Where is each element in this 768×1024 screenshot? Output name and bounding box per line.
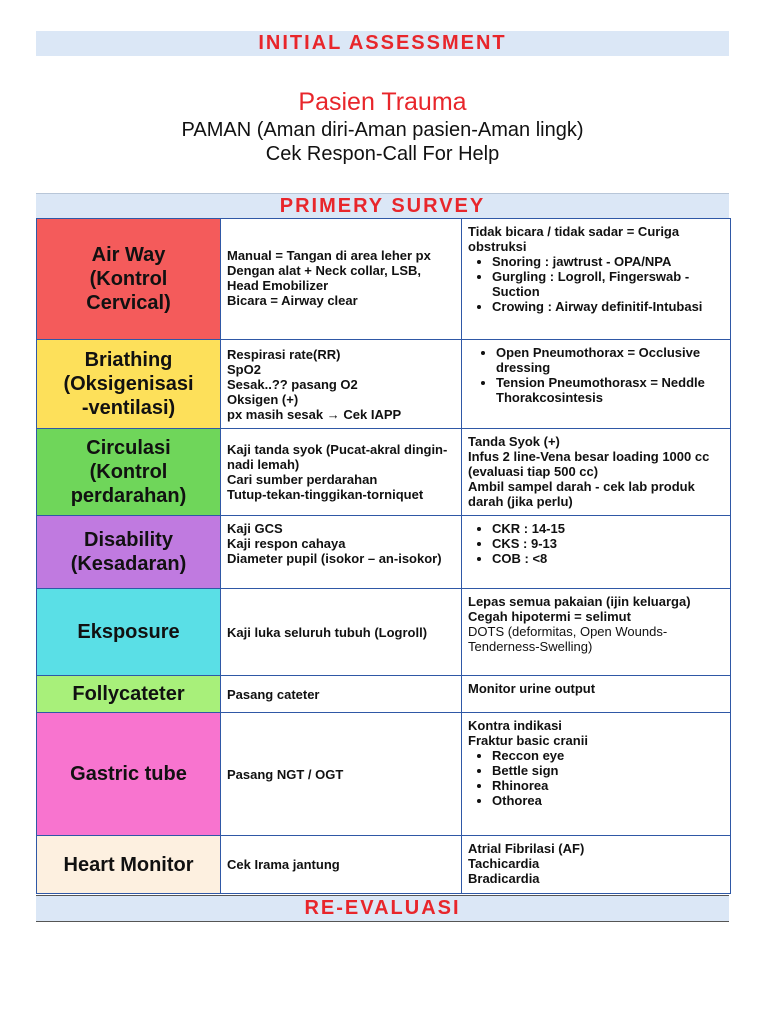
action-text: Bicara = Airway clear — [227, 292, 358, 308]
note-text: Tidak bicara / tidak sadar = Curiga obstruksi — [468, 224, 680, 254]
note-text: Atrial Fibrilasi (AF) — [468, 841, 585, 856]
category-line: perdarahan) — [70, 485, 187, 507]
notes-exposure — [462, 589, 731, 676]
category-line: Gastric tube — [70, 763, 187, 785]
header-line-1: PAMAN (Aman diri-Aman pasien-Aman lingk) — [181, 119, 584, 141]
re-evaluasi-banner: RE-EVALUASI — [36, 895, 729, 922]
actions-heart-monitor — [221, 836, 462, 894]
category-breathing — [37, 340, 221, 429]
action-text: Kaji tanda syok (Pucat-akral dingin-nadi lemah) — [227, 442, 448, 472]
category-line: Briathing — [84, 349, 173, 371]
list-item: • Bettle sign — [492, 763, 724, 778]
list-item: • COB : <8 — [492, 551, 724, 566]
action-text: Cari sumber perdarahan — [227, 472, 378, 487]
category-line: Circulasi — [86, 437, 171, 459]
action-text: Cek Irama jantung — [227, 857, 340, 872]
notes-gastric — [462, 713, 731, 836]
table-row-gastric — [37, 713, 731, 836]
actions-breathing — [221, 340, 462, 429]
actions-gastric — [221, 713, 462, 836]
note-text: DOTS (deformitas, Open Wounds-Tenderness-Swelling) — [468, 624, 668, 654]
notes-foley — [462, 676, 731, 713]
category-airway — [37, 219, 221, 340]
category-foley — [37, 676, 221, 713]
list-item: • Crowing : Airway definitif-Intubasi — [492, 299, 724, 314]
note-list — [468, 748, 724, 808]
note-text: Ambil sampel darah - cek lab produk darah (jika perlu) — [468, 479, 695, 509]
action-text: Pasang cateter — [227, 686, 320, 702]
table-row-circulation — [37, 429, 731, 516]
note-list — [468, 521, 724, 566]
note-text: Cegah hipotermi = selimut — [468, 609, 631, 624]
initial-assessment-banner: INITIAL ASSESSMENT — [36, 31, 729, 56]
category-line: Cervical) — [86, 292, 171, 314]
notes-breathing — [462, 340, 731, 429]
note-text: Infus 2 line-Vena besar loading 1000 cc (evaluasi tiap 500 cc) — [468, 449, 710, 479]
list-item: • CKR : 14-15 — [492, 521, 724, 536]
category-line: (Kontrol — [89, 268, 168, 290]
note-text: Fraktur basic cranii — [468, 733, 588, 748]
arrow-right-icon: → — [326, 406, 340, 422]
list-item: • CKS : 9-13 — [492, 536, 724, 551]
category-line: (Kesadaran) — [70, 553, 187, 575]
note-text: Kontra indikasi — [468, 718, 562, 733]
action-text: Sesak..?? pasang O2 — [227, 376, 358, 392]
note-text: Tanda Syok (+) — [468, 434, 560, 449]
category-line: -ventilasi) — [81, 397, 176, 419]
category-line: Follycateter — [72, 683, 185, 705]
action-text: Dengan alat + Neck collar, LSB, Head Emobilizer — [227, 262, 421, 293]
notes-heart-monitor — [462, 836, 731, 894]
header-line-2: Cek Respon-Call For Help — [265, 143, 500, 165]
category-line: Eksposure — [77, 621, 180, 643]
action-text: Manual = Tangan di area leher px — [227, 247, 431, 263]
category-heart-monitor — [37, 836, 221, 894]
action-text: Respirasi rate(RR) — [227, 346, 341, 362]
list-item: • Open Pneumothorax = Occlusive dressing — [496, 345, 724, 375]
note-text: Monitor urine output — [468, 681, 596, 696]
notes-airway — [462, 219, 731, 340]
category-exposure — [37, 589, 221, 676]
action-text: Kaji respon cahaya — [227, 536, 346, 551]
primary-survey-table — [36, 218, 731, 894]
note-text: Bradicardia — [468, 871, 540, 886]
actions-foley — [221, 676, 462, 713]
category-line: (Oksigenisasi — [63, 373, 194, 395]
action-text: Tutup-tekan-tinggikan-torniquet — [227, 487, 424, 502]
header — [36, 86, 729, 166]
category-disability — [37, 516, 221, 589]
action-text: Diameter pupil (isokor – an-isokor) — [227, 551, 442, 566]
list-item: • Rhinorea — [492, 778, 724, 793]
note-text: Tachicardia — [468, 856, 540, 871]
actions-circulation — [221, 429, 462, 516]
table-row-airway — [37, 219, 731, 340]
list-item: • Tension Pneumothorasx = Neddle Thorakcosintesis — [496, 375, 724, 405]
page-title: Pasien Trauma — [298, 88, 467, 116]
actions-disability — [221, 516, 462, 589]
actions-airway — [221, 219, 462, 340]
table-row-breathing — [37, 340, 731, 429]
category-line: Disability — [84, 529, 173, 551]
category-line: Air Way — [91, 244, 166, 266]
actions-exposure — [221, 589, 462, 676]
note-list — [468, 345, 724, 405]
table-row-heart-monitor — [37, 836, 731, 894]
action-text: Kaji GCS — [227, 521, 283, 536]
table-row-foley — [37, 676, 731, 713]
category-line: Heart Monitor — [63, 853, 194, 876]
primary-survey-banner: PRIMERY SURVEY — [36, 193, 729, 219]
table-row-exposure — [37, 589, 731, 676]
category-line: (Kontrol — [89, 461, 168, 483]
action-text: Pasang NGT / OGT — [227, 766, 344, 782]
note-list — [468, 254, 724, 314]
action-text: SpO2 — [227, 361, 261, 377]
action-text-part: Cek IAPP — [343, 406, 402, 422]
action-text: Kaji luka seluruh tubuh (Logroll) — [227, 624, 428, 640]
action-text-part: px masih sesak — [227, 406, 324, 422]
action-text: Oksigen (+) — [227, 391, 299, 407]
list-item: • Reccon eye — [492, 748, 724, 763]
notes-disability — [462, 516, 731, 589]
category-circulation — [37, 429, 221, 516]
notes-circulation — [462, 429, 731, 516]
category-gastric — [37, 713, 221, 836]
note-text: Lepas semua pakaian (ijin keluarga) — [468, 594, 691, 609]
list-item: • Snoring : jawtrust - OPA/NPA — [492, 254, 724, 269]
action-text — [227, 407, 455, 422]
table-row-disability — [37, 516, 731, 589]
list-item: • Gurgling : Logroll, Fingerswab - Suction — [492, 269, 724, 299]
list-item: • Othorea — [492, 793, 724, 808]
